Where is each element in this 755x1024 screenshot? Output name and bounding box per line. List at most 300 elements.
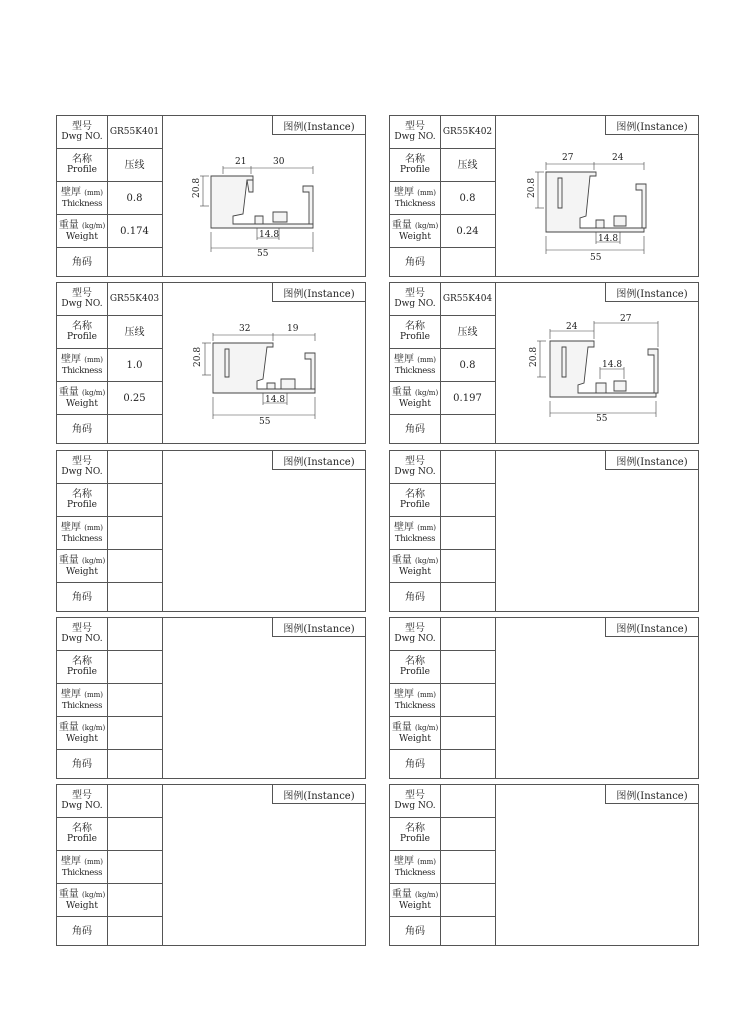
corner-label	[57, 583, 107, 611]
profile-value-cell	[440, 316, 495, 349]
dwg-label-en: Dwg NO.	[61, 299, 103, 309]
thickness-label-cn-row	[61, 856, 103, 868]
label-column	[390, 283, 441, 443]
dim-top-b: 19	[287, 324, 299, 334]
corner-label	[390, 750, 440, 778]
thickness-value-cell	[107, 349, 162, 382]
thickness-label-cn-row	[394, 354, 436, 366]
thickness-label-cn: 壁厚	[394, 855, 415, 867]
profile-value-cell	[440, 818, 495, 851]
corner-value-cell	[107, 583, 162, 611]
profile-label-en: Profile	[400, 165, 430, 175]
corner-value-cell	[107, 750, 162, 778]
profile-card	[56, 282, 366, 444]
profile-value-cell	[440, 651, 495, 684]
weight-unit: (kg/m)	[82, 890, 106, 899]
dwg-value-cell	[440, 785, 495, 818]
thickness-unit: (mm)	[84, 355, 103, 364]
weight-value-cell	[440, 717, 495, 750]
profile-value-cell	[440, 484, 495, 517]
dwg-label	[57, 618, 107, 651]
corner-label-cn: 角码	[405, 256, 425, 268]
dim-height: 20.8	[193, 346, 203, 367]
profile-label-cn: 名称	[72, 154, 92, 165]
instance-label: 图例(Instance)	[272, 116, 365, 135]
weight-unit: (kg/m)	[82, 221, 106, 230]
weight-label	[57, 382, 107, 415]
label-column	[390, 451, 441, 611]
dim-top-a: 24	[566, 322, 578, 332]
instance-label: 图例(Instance)	[605, 785, 698, 804]
dim-height: 20.8	[529, 346, 539, 367]
label-column	[390, 785, 441, 945]
weight-value-cell	[107, 717, 162, 750]
weight-label-en: Weight	[66, 398, 98, 409]
instance-label: 图例(Instance)	[272, 618, 365, 637]
thickness-label	[57, 517, 107, 550]
corner-label	[390, 917, 440, 945]
profile-label-en: Profile	[400, 834, 430, 844]
profile-label-en: Profile	[67, 165, 97, 175]
dwg-label-cn: 型号	[405, 121, 425, 132]
weight-unit: (kg/m)	[82, 388, 106, 397]
thickness-value-cell	[440, 851, 495, 884]
dim-top-a: 21	[235, 157, 247, 167]
thickness-label-en: Thickness	[61, 867, 103, 878]
thickness-label-cn: 壁厚	[394, 186, 415, 198]
dim-top-a: 32	[239, 324, 251, 334]
value-column	[107, 785, 163, 945]
profile-label	[57, 484, 107, 517]
thickness-label-cn-row	[394, 187, 436, 199]
weight-unit: (kg/m)	[415, 388, 439, 397]
corner-value-cell	[107, 248, 162, 276]
value-column	[440, 618, 496, 778]
thickness-unit: (mm)	[84, 857, 103, 866]
dwg-value: GR55K403	[109, 293, 160, 304]
corner-label	[57, 248, 107, 276]
weight-label-cn-row	[392, 387, 438, 399]
corner-value-cell	[440, 917, 495, 945]
weight-value-cell	[440, 550, 495, 583]
instance-label: 图例(Instance)	[605, 451, 698, 470]
dim-inner: 14.8	[598, 234, 619, 244]
dwg-label-en: Dwg NO.	[61, 467, 103, 477]
dwg-label-cn: 型号	[405, 623, 425, 634]
weight-unit: (kg/m)	[82, 723, 106, 732]
profile-label	[390, 484, 440, 517]
profile-value-cell	[107, 818, 162, 851]
dwg-label	[390, 116, 440, 149]
dwg-value-cell	[440, 451, 495, 484]
thickness-value: 0.8	[459, 359, 476, 371]
profile-value-cell	[107, 316, 162, 349]
thickness-label	[390, 851, 440, 884]
weight-label	[57, 884, 107, 917]
dwg-value-cell	[107, 785, 162, 818]
value-column	[107, 618, 163, 778]
corner-label-cn: 角码	[72, 423, 92, 435]
weight-label-en: Weight	[399, 733, 431, 744]
thickness-label-en: Thickness	[394, 700, 436, 711]
value-column	[107, 451, 163, 611]
label-column	[57, 116, 108, 276]
weight-label	[390, 884, 440, 917]
thickness-label	[390, 517, 440, 550]
thickness-value-cell	[107, 517, 162, 550]
profile-label-en: Profile	[67, 332, 97, 342]
profile-value-cell	[107, 651, 162, 684]
dwg-label	[57, 451, 107, 484]
weight-unit: (kg/m)	[415, 890, 439, 899]
thickness-label-cn-row	[394, 522, 436, 534]
weight-label-cn: 重量	[58, 888, 79, 900]
profile-label-en: Profile	[67, 834, 97, 844]
thickness-value-cell	[440, 182, 495, 215]
profile-label	[57, 316, 107, 349]
corner-label-cn: 角码	[405, 925, 425, 937]
weight-value: 0.24	[456, 225, 479, 237]
thickness-unit: (mm)	[417, 523, 436, 532]
profile-card	[389, 617, 699, 779]
profile-label-en: Profile	[400, 500, 430, 510]
profile-label-cn: 名称	[72, 823, 92, 834]
weight-value-cell	[440, 215, 495, 248]
weight-value-cell	[107, 215, 162, 248]
thickness-label-cn-row	[61, 187, 103, 199]
value-column	[440, 451, 496, 611]
profile-label-cn: 名称	[405, 823, 425, 834]
dwg-label-cn: 型号	[405, 288, 425, 299]
thickness-label-cn: 壁厚	[394, 353, 415, 365]
weight-label	[390, 717, 440, 750]
thickness-label-cn: 壁厚	[61, 855, 82, 867]
thickness-label-en: Thickness	[394, 198, 436, 209]
thickness-label-cn: 壁厚	[61, 186, 82, 198]
dwg-label	[57, 785, 107, 818]
weight-label	[57, 717, 107, 750]
profile-cross-section-drawing	[496, 303, 698, 443]
thickness-label	[390, 182, 440, 215]
thickness-value-cell	[107, 851, 162, 884]
thickness-label-cn: 壁厚	[394, 688, 415, 700]
thickness-label	[390, 684, 440, 717]
instance-label: 图例(Instance)	[605, 116, 698, 135]
weight-label-en: Weight	[66, 733, 98, 744]
thickness-unit: (mm)	[84, 188, 103, 197]
weight-label	[57, 215, 107, 248]
instance-label: 图例(Instance)	[605, 283, 698, 302]
weight-label-cn: 重量	[391, 219, 412, 231]
profile-label	[57, 149, 107, 182]
thickness-value-cell	[440, 517, 495, 550]
dwg-label	[57, 283, 107, 316]
weight-label-en: Weight	[66, 566, 98, 577]
weight-label-cn: 重量	[58, 554, 79, 566]
label-column	[390, 618, 441, 778]
corner-label-cn: 角码	[72, 925, 92, 937]
dwg-value-cell	[440, 618, 495, 651]
profile-card	[389, 115, 699, 277]
corner-label-cn: 角码	[405, 758, 425, 770]
thickness-label	[57, 349, 107, 382]
profile-label-cn: 名称	[405, 321, 425, 332]
profile-value-cell	[107, 484, 162, 517]
profile-value-cell	[440, 149, 495, 182]
profile-label-en: Profile	[67, 667, 97, 677]
dwg-label-en: Dwg NO.	[394, 801, 436, 811]
dwg-label-en: Dwg NO.	[394, 467, 436, 477]
thickness-label-cn: 壁厚	[61, 353, 82, 365]
dwg-label-cn: 型号	[72, 623, 92, 634]
thickness-label-en: Thickness	[61, 198, 103, 209]
weight-label-cn-row	[59, 555, 105, 567]
dim-height: 20.8	[192, 177, 202, 198]
weight-unit: (kg/m)	[415, 723, 439, 732]
profile-label	[57, 651, 107, 684]
thickness-value-cell	[440, 349, 495, 382]
weight-unit: (kg/m)	[415, 556, 439, 565]
thickness-unit: (mm)	[417, 355, 436, 364]
thickness-label-cn-row	[394, 689, 436, 701]
dwg-value-cell	[440, 116, 495, 149]
weight-label-cn-row	[59, 722, 105, 734]
weight-value: 0.197	[453, 392, 482, 404]
profile-label	[390, 818, 440, 851]
corner-label	[57, 415, 107, 443]
weight-label-en: Weight	[399, 398, 431, 409]
dim-inner: 14.8	[265, 395, 286, 405]
profile-label-cn: 名称	[405, 154, 425, 165]
profile-label-en: Profile	[400, 667, 430, 677]
dwg-label-cn: 型号	[72, 456, 92, 467]
weight-label-cn: 重量	[391, 386, 412, 398]
thickness-label	[57, 684, 107, 717]
dim-inner: 14.8	[259, 230, 280, 240]
profile-card	[56, 115, 366, 277]
dwg-label-cn: 型号	[405, 456, 425, 467]
thickness-value-cell	[107, 182, 162, 215]
profile-value: 压线	[124, 326, 145, 338]
dim-width: 55	[259, 417, 271, 427]
corner-label	[57, 750, 107, 778]
thickness-label-cn: 壁厚	[61, 688, 82, 700]
weight-label-en: Weight	[399, 566, 431, 577]
weight-label-cn-row	[59, 889, 105, 901]
dwg-label-en: Dwg NO.	[61, 634, 103, 644]
thickness-unit: (mm)	[84, 690, 103, 699]
thickness-value-cell	[107, 684, 162, 717]
corner-value-cell	[440, 415, 495, 443]
weight-label-cn-row	[59, 220, 105, 232]
dwg-label-en: Dwg NO.	[61, 132, 103, 142]
dwg-label-en: Dwg NO.	[394, 132, 436, 142]
weight-label	[390, 382, 440, 415]
dwg-label-en: Dwg NO.	[394, 299, 436, 309]
value-column	[440, 283, 496, 443]
weight-value-cell	[107, 382, 162, 415]
dwg-label	[390, 618, 440, 651]
value-column	[440, 785, 496, 945]
dim-top-b: 30	[273, 157, 285, 167]
dwg-value-cell	[107, 451, 162, 484]
corner-label-cn: 角码	[72, 256, 92, 268]
thickness-label-en: Thickness	[61, 700, 103, 711]
thickness-value-cell	[440, 684, 495, 717]
thickness-label-cn-row	[61, 689, 103, 701]
dwg-label-cn: 型号	[72, 288, 92, 299]
profile-label-cn: 名称	[405, 489, 425, 500]
profile-value: 压线	[124, 159, 145, 171]
thickness-value: 1.0	[126, 359, 143, 371]
dim-top-a: 27	[562, 153, 574, 163]
weight-label-cn: 重量	[391, 554, 412, 566]
weight-label-cn-row	[59, 387, 105, 399]
profile-card	[389, 450, 699, 612]
weight-label-cn: 重量	[58, 386, 79, 398]
instance-label: 图例(Instance)	[272, 283, 365, 302]
profile-card	[56, 450, 366, 612]
thickness-unit: (mm)	[417, 857, 436, 866]
dwg-value-cell	[440, 283, 495, 316]
dwg-label-cn: 型号	[72, 121, 92, 132]
dwg-value: GR55K402	[442, 126, 493, 137]
weight-label-en: Weight	[399, 900, 431, 911]
weight-label-cn: 重量	[391, 888, 412, 900]
profile-cross-section-drawing	[163, 136, 365, 276]
corner-label	[390, 415, 440, 443]
profile-card	[56, 784, 366, 946]
weight-label	[390, 215, 440, 248]
thickness-label-cn: 壁厚	[61, 521, 82, 533]
profile-label-cn: 名称	[405, 656, 425, 667]
dim-inner: 14.8	[602, 360, 623, 370]
value-column	[440, 116, 496, 276]
dim-width: 55	[590, 253, 602, 263]
dwg-label	[390, 785, 440, 818]
corner-value-cell	[107, 415, 162, 443]
weight-value-cell	[107, 884, 162, 917]
weight-label-cn: 重量	[58, 219, 79, 231]
thickness-unit: (mm)	[417, 690, 436, 699]
dim-width: 55	[596, 414, 608, 424]
thickness-label	[57, 851, 107, 884]
profile-label	[390, 651, 440, 684]
weight-label-en: Weight	[399, 231, 431, 242]
thickness-label	[390, 349, 440, 382]
profile-value-cell	[107, 149, 162, 182]
thickness-unit: (mm)	[417, 188, 436, 197]
profile-label-cn: 名称	[72, 321, 92, 332]
instance-label: 图例(Instance)	[605, 618, 698, 637]
corner-value-cell	[440, 750, 495, 778]
profile-label-cn: 名称	[72, 489, 92, 500]
weight-label-cn: 重量	[58, 721, 79, 733]
dwg-value-cell	[107, 283, 162, 316]
dwg-value: GR55K404	[442, 293, 493, 304]
thickness-value: 0.8	[459, 192, 476, 204]
weight-label-cn-row	[392, 555, 438, 567]
weight-value-cell	[440, 884, 495, 917]
profile-value: 压线	[457, 159, 478, 171]
corner-value-cell	[440, 248, 495, 276]
profile-card	[56, 617, 366, 779]
thickness-label-cn-row	[61, 522, 103, 534]
dim-height: 20.8	[527, 177, 537, 198]
weight-label	[390, 550, 440, 583]
thickness-label-cn: 壁厚	[394, 521, 415, 533]
weight-value-cell	[107, 550, 162, 583]
corner-label-cn: 角码	[72, 758, 92, 770]
label-column	[390, 116, 441, 276]
dwg-label-cn: 型号	[405, 790, 425, 801]
dwg-label-en: Dwg NO.	[61, 801, 103, 811]
profile-label	[57, 818, 107, 851]
dwg-label-cn: 型号	[72, 790, 92, 801]
weight-label-en: Weight	[66, 900, 98, 911]
thickness-label-en: Thickness	[61, 533, 103, 544]
profile-cross-section-drawing	[496, 136, 698, 276]
thickness-label-en: Thickness	[394, 867, 436, 878]
weight-label-cn-row	[392, 889, 438, 901]
dim-top-b: 27	[620, 314, 632, 324]
corner-label-cn: 角码	[405, 423, 425, 435]
weight-unit: (kg/m)	[415, 221, 439, 230]
value-column	[107, 116, 163, 276]
corner-label	[390, 248, 440, 276]
thickness-label-en: Thickness	[61, 365, 103, 376]
corner-value-cell	[107, 917, 162, 945]
thickness-label	[57, 182, 107, 215]
label-column	[57, 618, 108, 778]
instance-label: 图例(Instance)	[272, 451, 365, 470]
value-column	[107, 283, 163, 443]
profile-label-en: Profile	[67, 500, 97, 510]
profile-cross-section-drawing	[163, 303, 365, 443]
label-column	[57, 283, 108, 443]
profile-label	[390, 316, 440, 349]
weight-label-cn: 重量	[391, 721, 412, 733]
corner-label	[390, 583, 440, 611]
weight-label-cn-row	[392, 220, 438, 232]
profile-label-cn: 名称	[72, 656, 92, 667]
corner-label-cn: 角码	[72, 591, 92, 603]
dwg-value-cell	[107, 116, 162, 149]
thickness-label-en: Thickness	[394, 365, 436, 376]
dim-top-b: 24	[612, 153, 624, 163]
weight-value: 0.25	[123, 392, 146, 404]
weight-label-cn-row	[392, 722, 438, 734]
dwg-label-en: Dwg NO.	[394, 634, 436, 644]
thickness-label-cn-row	[394, 856, 436, 868]
thickness-label-en: Thickness	[394, 533, 436, 544]
thickness-label-cn-row	[61, 354, 103, 366]
dwg-label	[390, 283, 440, 316]
profile-value: 压线	[457, 326, 478, 338]
instance-label: 图例(Instance)	[272, 785, 365, 804]
dim-width: 55	[257, 249, 269, 259]
profile-card	[389, 784, 699, 946]
weight-value: 0.174	[120, 225, 149, 237]
corner-label	[57, 917, 107, 945]
dwg-value-cell	[107, 618, 162, 651]
dwg-label	[390, 451, 440, 484]
profile-card	[389, 282, 699, 444]
label-column	[57, 451, 108, 611]
thickness-value: 0.8	[126, 192, 143, 204]
weight-label	[57, 550, 107, 583]
dwg-label	[57, 116, 107, 149]
